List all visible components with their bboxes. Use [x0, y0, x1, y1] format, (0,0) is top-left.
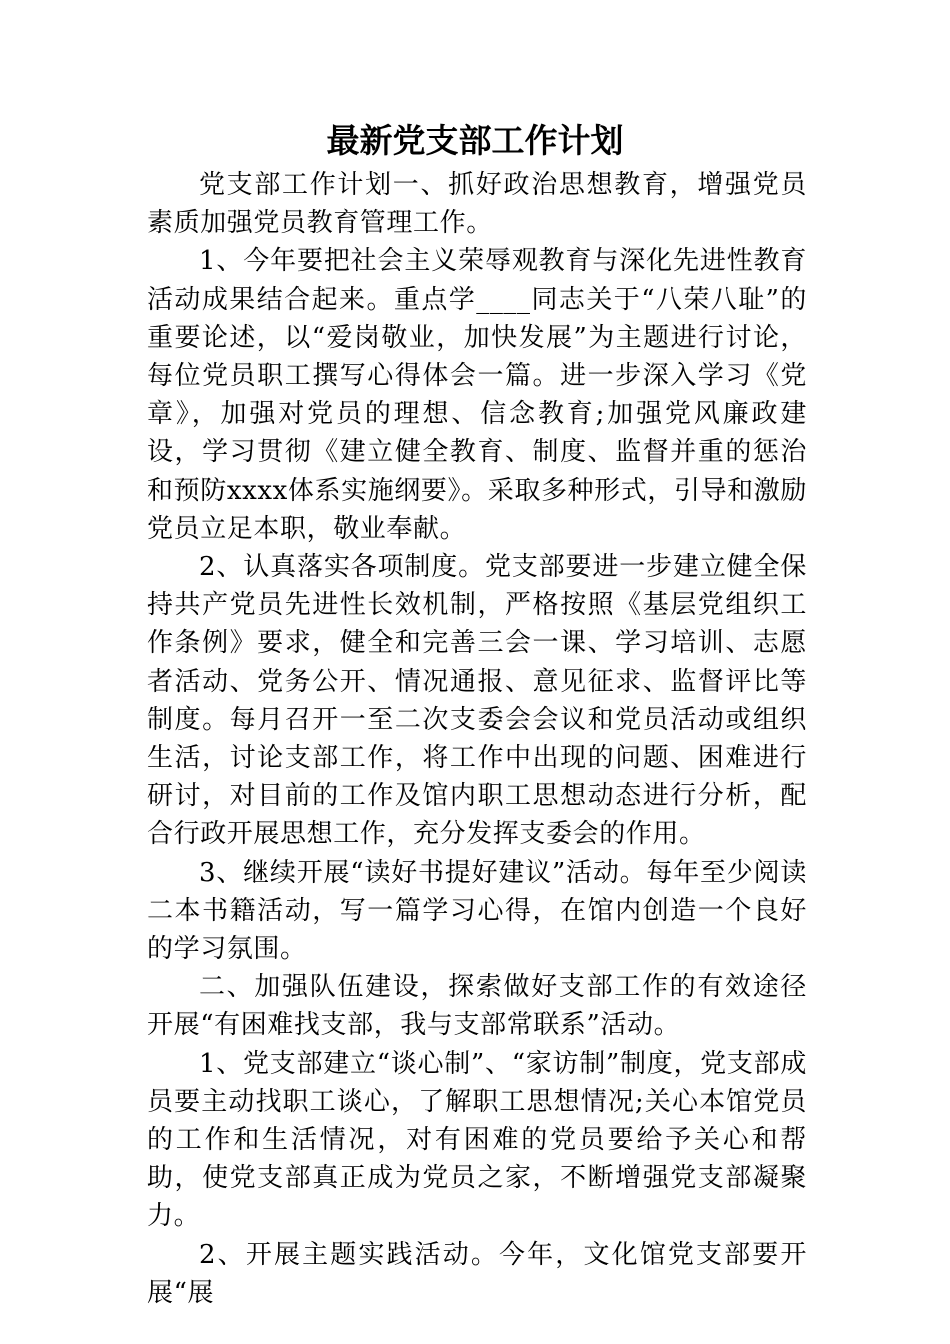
paragraph-2-1: 1、党支部建立“谈心制”、“家访制”制度，党支部成员要主动找职工谈心，了解职工思想情况;关心本馆党员的工作和生活情况，对有困难的党员要给予关心和帮助，使党支部真正成为党员之家，不断增强党支部凝聚力。: [147, 1048, 807, 1232]
paragraph-section-2: 二、加强队伍建设，探索做好支部工作的有效途径开展“有困难找支部，我与支部常联系”活动。: [147, 972, 807, 1041]
paragraph-1-1: 1、今年要把社会主义荣辱观教育与深化先进性教育活动成果结合起来。重点学____同志关于“八荣八耻”的重要论述，以“爱岗敬业，加快发展”为主题进行讨论，每位党员职工撰写心得体会一篇。进一步深入学习《党章》，加强对党员的理想、信念教育;加强党风廉政建设，学习贯彻《建立健全教育、制度、监督并重的惩治和预防xxxx体系实施纲要》。采取多种形式，引导和激励党员立足本职，敬业奉献。: [147, 246, 807, 544]
document-body: [147, 166, 807, 1312]
paragraph-1-2: 2、认真落实各项制度。党支部要进一步建立健全保持共产党员先进性长效机制，严格按照《基层党组织工作条例》要求，健全和完善三会一课、学习培训、志愿者活动、党务公开、情况通报、意见征求、监督评比等制度。每月召开一至二次支委会会议和党员活动或组织生活，讨论支部工作，将工作中出现的问题、困难进行研讨，对目前的工作及馆内职工思想动态进行分析，配合行政开展思想工作，充分发挥支委会的作用。: [147, 552, 807, 850]
paragraph-1-3: 3、继续开展“读好书提好建议”活动。每年至少阅读二本书籍活动，写一篇学习心得，在馆内创造一个良好的学习氛围。: [147, 857, 807, 965]
paragraph-2-2: 2、开展主题实践活动。今年，文化馆党支部要开展“展: [147, 1239, 807, 1308]
paragraph-intro: 党支部工作计划一、抓好政治思想教育，增强党员素质加强党员教育管理工作。: [147, 170, 807, 239]
document-title: 最新党支部工作计划: [326, 121, 624, 160]
